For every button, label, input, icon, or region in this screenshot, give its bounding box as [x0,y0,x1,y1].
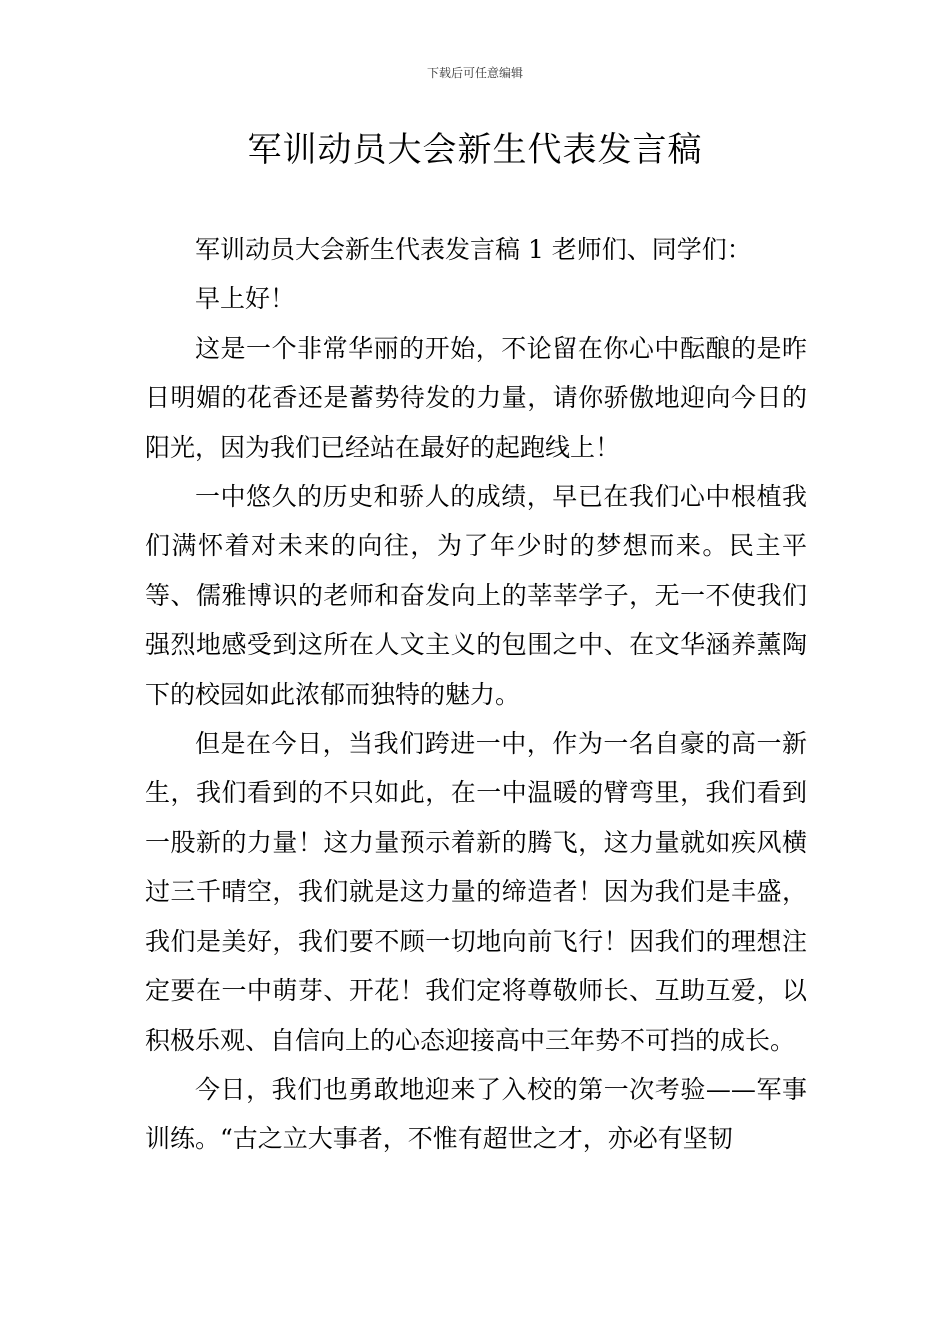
document-body [145,225,807,1164]
paragraph-opening: 这是一个非常华丽的开始，不论留在你心中酝酿的是昨日明媚的花香还是蓄势待发的力量，请你骄傲地迎向今日的阳光，因为我们已经站在最好的起跑线上！ [145,333,807,462]
paragraph-new-force: 但是在今日，当我们跨进一中，作为一名自豪的高一新生，我们看到的不只如此，在一中温暖的臂弯里，我们看到一股新的力量！这力量预示着新的腾飞，这力量就如疾风横过三千晴空，我们就是这力量的缔造者！因为我们是丰盛，我们是美好，我们要不顾一切地向前飞行！因我们的理想注定要在一中萌芽、开花！我们定将尊敬师长、互助互爱，以积极乐观、自信向上的心态迎接高中三年势不可挡的成长。 [145,729,807,1055]
document-title: 军训动员大会新生代表发言稿 [247,130,703,170]
header-note: 下载后可任意编辑 [426,66,523,80]
paragraph-greeting: 军训动员大会新生代表发言稿 1 老师们、同学们： [195,235,752,264]
paragraph-school-history: 一中悠久的历史和骄人的成绩，早已在我们心中根植我们满怀着对未来的向往，为了年少时的梦想而来。民主平等、儒雅博识的老师和奋发向上的莘莘学子，无一不使我们强烈地感受到这所在人文主义的包围之中、在文华涵养薰陶下的校园如此浓郁而独特的魅力。 [145,482,807,709]
paragraph-good-morning: 早上好！ [195,284,296,314]
paragraph-military-training: 今日，我们也勇敢地迎来了入校的第一次考验——军事训练。“古之立大事者，不惟有超世之才，亦必有坚韧 [145,1074,807,1154]
